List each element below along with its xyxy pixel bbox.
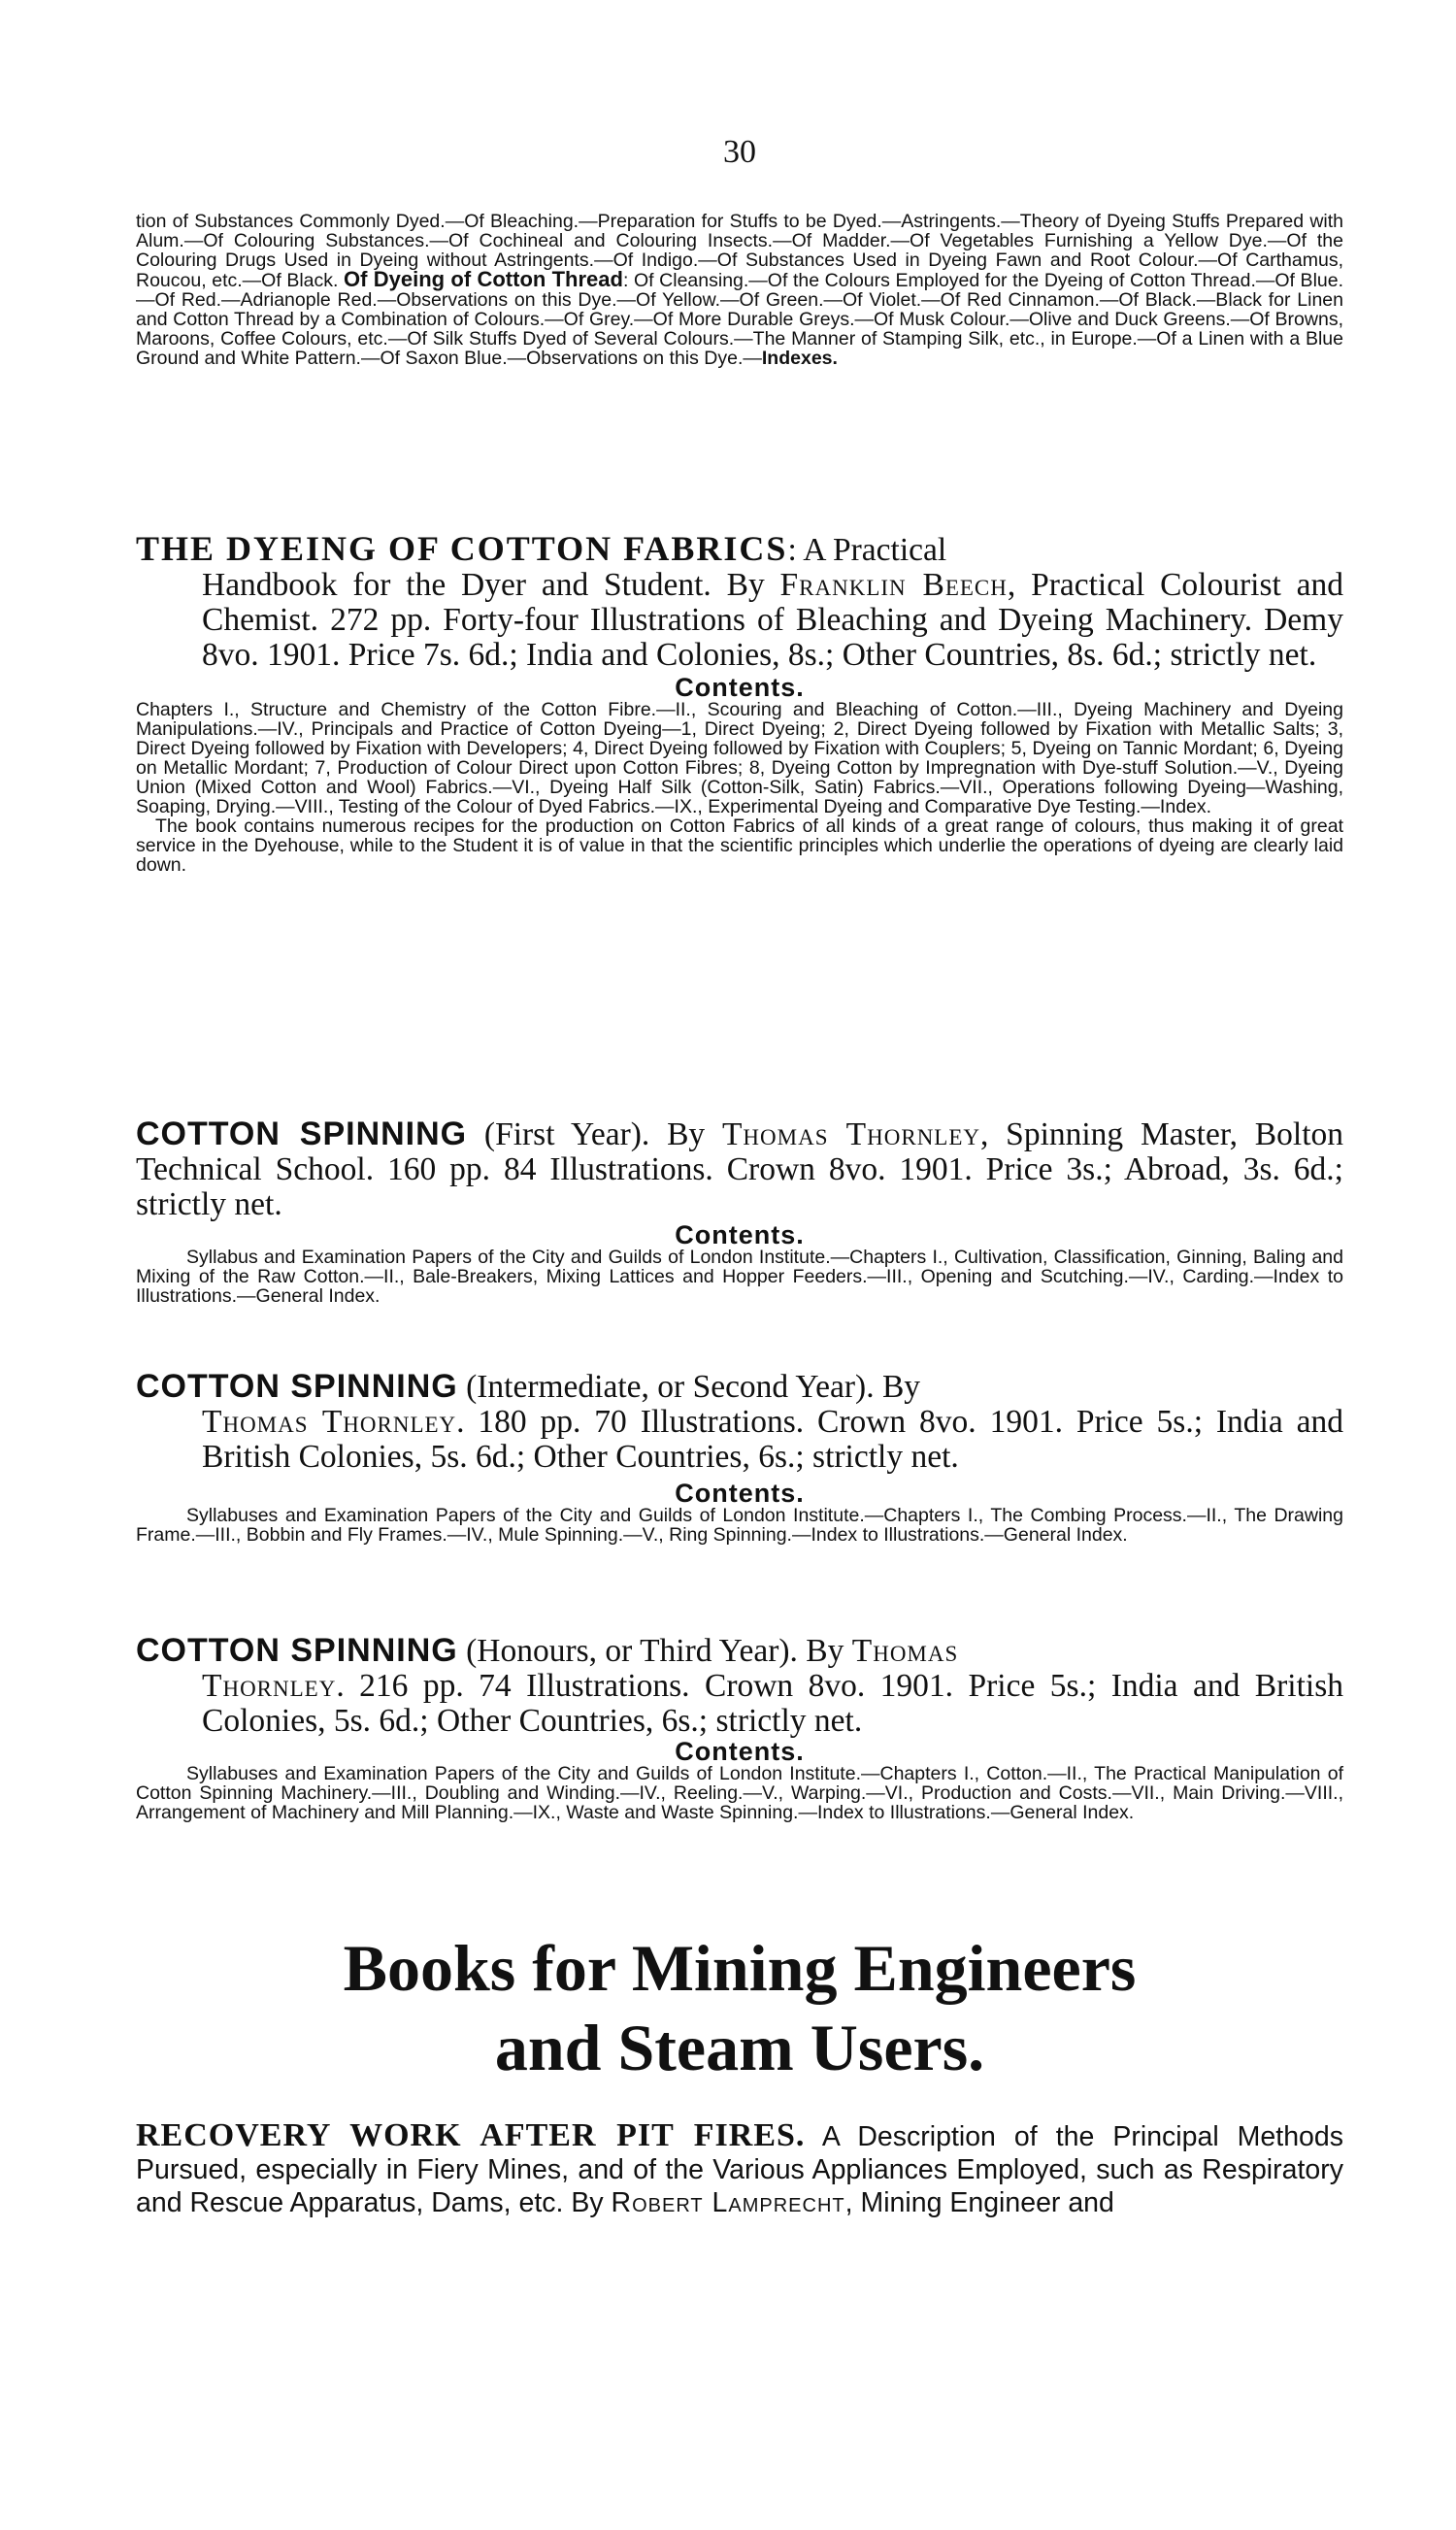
entry-heading (136, 1116, 1343, 1222)
top-paragraph-end-bold: Indexes. (761, 348, 838, 369)
entry-author: Robert Lamprecht (611, 2187, 845, 2218)
contents-heading: Contents. (675, 1737, 805, 1766)
entry-recovery-work (136, 2119, 1343, 2219)
entry-note: The book contains numerous recipes for the production on Cotton Fabrics of all kinds of a great range of colours, thus making it of great service in the Dyehouse, while to the Student it is of value in that the scientific principles which underlie the operations of dyeing are clearly laid down. (136, 816, 1343, 876)
entry-desc-post: , Spinning Master, Bolton Technical School. 160 pp. 84 Illustrations. Crown 8vo. 1901. Price 3s.; Abroad, 3s. 6d.; strictly net. (136, 1116, 1344, 1222)
entry-contents: Syllabus and Examination Papers of the City and Guilds of London Institute.—Chapters I., Cultivation, Classification, Ginning, Baling and Mixing of the Raw Cotton.—II., Bale-Breakers, Mixing Lattices and Hopper Feeders.—III., Opening and Scutching.—IV., Carding.—Index to Illustrations.—General Index. (136, 1247, 1343, 1307)
entry-author: Thomas Thornley (721, 1116, 981, 1152)
entry-author: Franklin Beech (779, 567, 1008, 603)
top-paragraph-text-after: : Of Cleansing.—Of the Colours Employed for the Dyeing of Cotton Thread.—Of Blue.—Of Red.—Adrianople Red.—Observations on this Dye.—Of Yellow.—Of Green.—Of Violet.—Of Red Cinnamon.—Of Black.—Black for Linen and Cotton Thread by a Combination of Colours.—Of Grey.—Of More Durable Greys.—Of Musk Colour.—Olive and Duck Greens.—Of Browns, Maroons, Coffee Colours, etc.—Of Silk Stuffs Dyed of Several Colours.—The Manner of Stamping Silk, etc., in Europe.—Of a Linen with a Blue Ground and White Pattern.—Of Saxon Blue.—Observations on this Dye.— (136, 270, 1344, 369)
entry-contents: Syllabuses and Examination Papers of the City and Guilds of London Institute.—Chapters I., The Combing Process.—II., The Drawing Frame.—III., Bobbin and Fly Frames.—IV., Mule Spinning.—V., Ring Spinning.—Index to Illustrations.—General Index. (136, 1505, 1343, 1546)
entry-title: COTTON SPINNING (136, 1632, 458, 1669)
page-number: 30 (723, 134, 756, 170)
entry-desc-pre: Handbook for the Dyer and Student. By (202, 567, 780, 603)
entry-author-first: Thomas (851, 1633, 959, 1669)
entry-contents: Chapters I., Structure and Chemistry of the Cotton Fibre.—II., Scouring and Bleaching of Cotton.—III., Dyeing Machinery and Dyeing Manipulations.—IV., Principals and Practice of Cotton Dyeing—1, Direct Dyeing; 2, Direct Dyeing followed by Fixation with Metallic Salts; 3, Direct Dyeing followed by Fixation with Developers; 4, Direct Dyeing followed by Fixation with Couplers; 5, Dyeing on Tannic Mordant; 6, Dyeing on Metallic Mordant; 7, Production of Colour Direct upon Cotton Fibres; 8, Dyeing Cotton by Impregnation with Dye-stuff Solution.—V., Dyeing Union (Mixed Cotton and Wool) Fabrics.—VI., Dyeing Half Silk (Cotton-Silk, Satin) Fabrics.—VII., Operations following Dyeing—Washing, Soaping, Drying.—VIII., Testing of the Colour of Dyed Fabrics.—IX., Experimental Dyeing and Comparative Dye Testing.—Index. (136, 699, 1343, 817)
entry-cotton-spinning-first-year (136, 1116, 1343, 1306)
top-paragraph-bold-heading: Of Dyeing of Cotton Thread (344, 267, 623, 291)
entry-contents: Syllabuses and Examination Papers of the City and Guilds of London Institute.—Chapters I., Cotton.—II., The Practical Manipulation of Cotton Spinning Machinery.—III., Doubling and Winding.—IV., Reeling.—V., Warping.—VI., Production and Costs.—VII., Main Driving.—VIII., Arrangement of Machinery and Mill Planning.—IX., Waste and Waste Spinning.—Index to Illustrations.—General Index. (136, 1763, 1343, 1823)
contents-heading: Contents. (675, 673, 805, 702)
entry-title: COTTON SPINNING (136, 1368, 458, 1405)
entry-title: RECOVERY WORK AFTER PIT FIRES. (136, 2117, 806, 2153)
entry-desc-post: . 180 pp. 70 Illustrations. Crown 8vo. 1901. Price 5s.; India and British Colonies, 5s. 6d.; Other Countries, 6s.; strictly net. (202, 1404, 1343, 1475)
top-paragraph-text: tion of Substances Commonly Dyed.—Of Bleaching.—Preparation for Stuffs to be Dyed.—Astringents.—Theory of Dyeing Stuffs Prepared with Alum.—Of Colouring Substances.—Of Cochineal and Colouring Insects.—Of Madder.—Of Vegetables Furnishing a Yellow Dye.—Of the Colouring Drugs Used in Dyeing without Astringents.—Of Indigo.—Of Substances Used in Dyeing Fawn and Root Colour.—Of Carthamus, Roucou, etc.—Of Black. (136, 211, 1343, 291)
entry-after-title: : A Practical (787, 532, 947, 568)
entry-after-title: (Intermediate, or Second Year). By (457, 1369, 921, 1405)
entry-desc-post: , Practical Colourist and Chemist. 272 pp. Forty-four Illustrations of Bleaching and Dyeing Machinery. Demy 8vo. 1901. Price 7s. 6d.; India and Colonies, 8s.; Other Countries, 8s. 6d.; strictly net. (202, 567, 1343, 673)
entry-after-title: (First Year). By (467, 1116, 722, 1152)
entry-title: COTTON SPINNING (136, 1115, 468, 1152)
entry-cotton-spinning-third-year (136, 1633, 1343, 1822)
entry-cotton-spinning-second-year (136, 1369, 1343, 1545)
entry-title: THE DYEING OF COTTON FABRICS (136, 529, 788, 568)
entry-heading (136, 531, 1343, 673)
entry-dyeing-cotton-fabrics (136, 531, 1343, 875)
entry-desc-post: . 216 pp. 74 Illustrations. Crown 8vo. 1901. Price 5s.; India and British Colonies, 5s. 6d.; Other Countries, 6s.; strictly net. (202, 1668, 1343, 1739)
contents-heading: Contents. (675, 1220, 805, 1249)
contents-heading: Contents. (675, 1479, 805, 1508)
entry-description (136, 568, 1343, 673)
entry-author-last: Thornley (202, 1668, 337, 1704)
section-heading-line1: Books for Mining Engineers (343, 1931, 1137, 2005)
section-heading-line2: and Steam Users. (494, 2011, 985, 2084)
entry-heading (136, 1369, 1343, 1475)
entry-author: Thomas Thornley (202, 1404, 457, 1440)
entry-heading (136, 1633, 1343, 1739)
entry-after-title: (Honours, or Third Year). By (457, 1633, 852, 1669)
top-paragraph (136, 212, 1343, 368)
entry-text-pre: A Description of the Principal Methods Pursued, especially in Fiery Mines, and of the Various Appliances Employed, such as Respiratory and Rescue Apparatus, Dams, etc. By (136, 2121, 1343, 2218)
entry-text-post: , Mining Engineer and (844, 2187, 1114, 2218)
entry-description (136, 1405, 1343, 1475)
entry-description (136, 1669, 1343, 1739)
